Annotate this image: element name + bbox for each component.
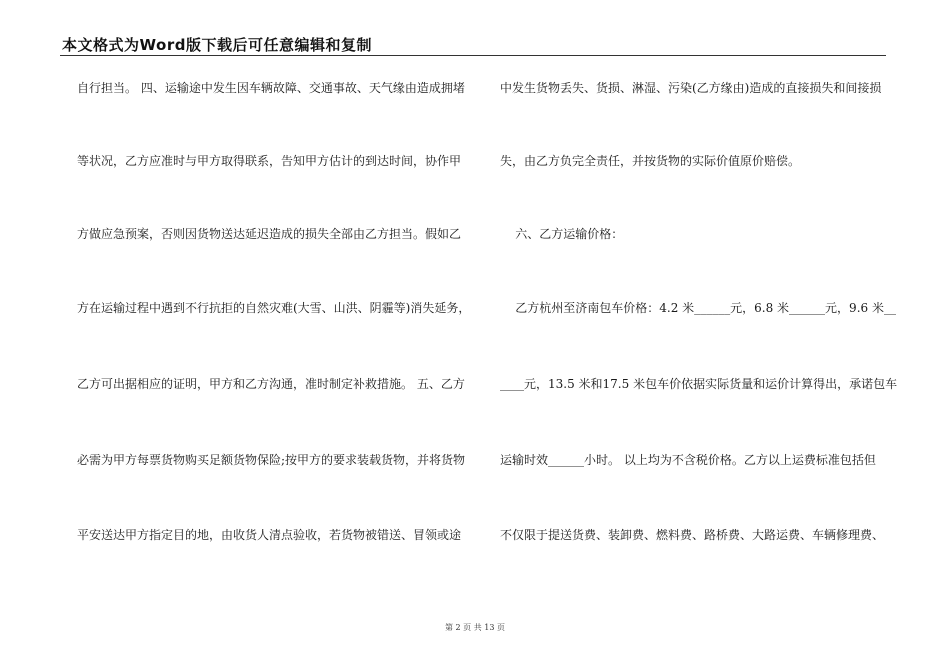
left-line-1: 自行担当。 四、运输途中发生因车辆故障、交通事故、天气缘由造成拥堵 — [77, 81, 465, 95]
left-line-6: 必需为甲方每票货物购买足额货物保险;按甲方的要求装载货物，并将货物 — [77, 453, 466, 467]
left-line-3: 方做应急预案，否则因货物送达延迟造成的损失全部由乙方担当。假如乙 — [77, 227, 462, 241]
right-line-6: 运输时效______小时。 以上均为不含税价格。乙方以上运费标准包括但 — [500, 453, 876, 467]
left-line-7: 平安送达甲方指定目的地，由收货人清点验收，若货物被错送、冒领或途 — [77, 528, 462, 542]
header-divider — [60, 55, 886, 56]
right-line-7: 不仅限于提送货费、装卸费、燃料费、路桥费、大路运费、车辆修理费、 — [500, 528, 885, 542]
left-line-2: 等状况，乙方应准时与甲方取得联系，告知甲方估计的到达时间，协作甲 — [77, 154, 462, 168]
right-line-2: 失，由乙方负完全责任，并按货物的实际价值原价赔偿。 — [500, 154, 801, 168]
right-line-5: ____元，13.5 米和17.5 米包车价依据实际货量和运价计算得出，承诺包车 — [500, 377, 898, 391]
right-line-1: 中发生货物丢失、货损、淋湿、污染(乙方缘由)造成的直接损失和间接损 — [500, 81, 882, 95]
left-line-5: 乙方可出据相应的证明，甲方和乙方沟通，准时制定补救措施。 五、乙方 — [77, 377, 465, 391]
page-number-footer: 第 2 页 共 13 页 — [445, 623, 505, 632]
page-header-title: 本文格式为Word版下载后可任意编辑和复制 — [62, 36, 372, 54]
left-line-4: 方在运输过程中遇到不行抗拒的自然灾难(大雪、山洪、阴霾等)消失延务， — [77, 301, 471, 315]
right-line-3: 六、乙方运输价格： — [500, 227, 624, 241]
right-line-4: 乙方杭州至济南包车价格：4.2 米______元，6.8 米______元，9.6 米__ — [500, 301, 896, 315]
